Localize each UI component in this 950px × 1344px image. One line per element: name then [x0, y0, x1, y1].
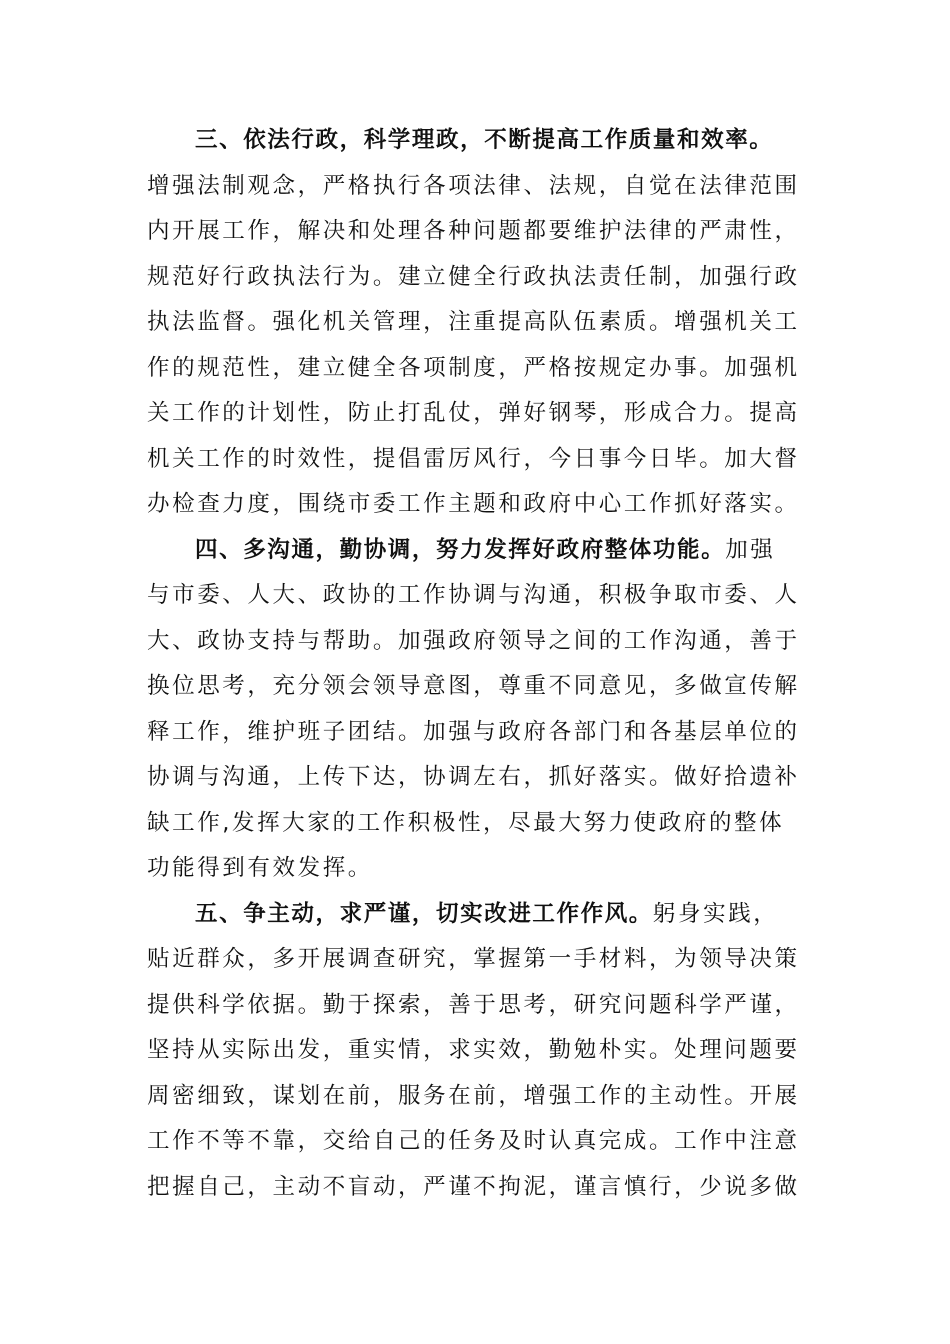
section-5-heading: 五、争主动，求严谨，切实改进工作作风。	[195, 900, 653, 927]
section-3-heading: 三、依法行政，科学理政，不断提高工作质量和效率。	[195, 127, 774, 153]
body-line: 贴近群众，多开展调查研究，掌握第一手材料，为领导决策	[147, 946, 800, 972]
body-line: 把握自己，主动不盲动，严谨不拘泥，谨言慎行，少说多做	[147, 1173, 800, 1200]
body-line: 规范好行政执法行为。建立健全行政执法责任制，加强行政	[147, 263, 800, 290]
body-line: 坚持从实际出发，重实情，求实效，勤勉朴实。处理问题要	[147, 1037, 800, 1063]
body-line: 换位思考，充分领会领导意图，尊重不同意见，多做宣传解	[147, 673, 800, 699]
body-line: 工作不等不靠，交给自己的任务及时认真完成。工作中注意	[147, 1128, 800, 1154]
section-4	[147, 528, 811, 892]
body-line: 缺工作,发挥大家的工作积极性，尽最大努力使政府的整体	[147, 809, 785, 836]
body-line: 办检查力度，围绕市委工作主题和政府中心工作抓好落实。	[147, 491, 800, 517]
section-4-first-line	[147, 528, 811, 574]
section-4-first-line-rest: 加强	[725, 536, 776, 563]
body-line: 与市委、人大、政协的工作协调与沟通，积极争取市委、人	[147, 582, 800, 608]
body-line: 机关工作的时效性，提倡雷厉风行，今日事今日毕。加大督	[147, 445, 800, 472]
body-line: 功能得到有效发挥。	[147, 855, 373, 881]
body-line: 提供科学依据。勤于探索，善于思考，研究问题科学严谨，	[147, 991, 800, 1018]
section-5-first-line-rest: 躬身实践，	[652, 900, 779, 927]
body-line: 增强法制观念，严格执行各项法律、法规，自觉在法律范围	[147, 172, 800, 199]
body-line: 内开展工作，解决和处理各种问题都要维护法律的严肃性，	[147, 218, 800, 244]
body-line: 周密细致，谋划在前，服务在前，增强工作的主动性。开展	[147, 1082, 800, 1109]
body-line: 释工作，维护班子团结。加强与政府各部门和各基层单位的	[147, 718, 800, 745]
body-line: 协调与沟通，上传下达，协调左右，抓好落实。做好拾遗补	[147, 764, 800, 790]
section-3	[147, 118, 811, 528]
document-page	[147, 118, 811, 1210]
body-line: 关工作的计划性，防止打乱仗，弹好钢琴，形成合力。提高	[147, 400, 800, 426]
body-line: 作的规范性，建立健全各项制度，严格按规定办事。加强机	[147, 354, 800, 381]
section-4-heading: 四、多沟通，勤协调，努力发挥好政府整体功能。	[195, 536, 726, 563]
section-5	[147, 892, 811, 1211]
body-line: 执法监督。强化机关管理，注重提高队伍素质。增强机关工	[147, 309, 800, 335]
section-5-first-line	[147, 892, 811, 938]
body-line: 大、政协支持与帮助。加强政府领导之间的工作沟通，善于	[147, 627, 800, 654]
section-3-first-line	[147, 118, 811, 164]
